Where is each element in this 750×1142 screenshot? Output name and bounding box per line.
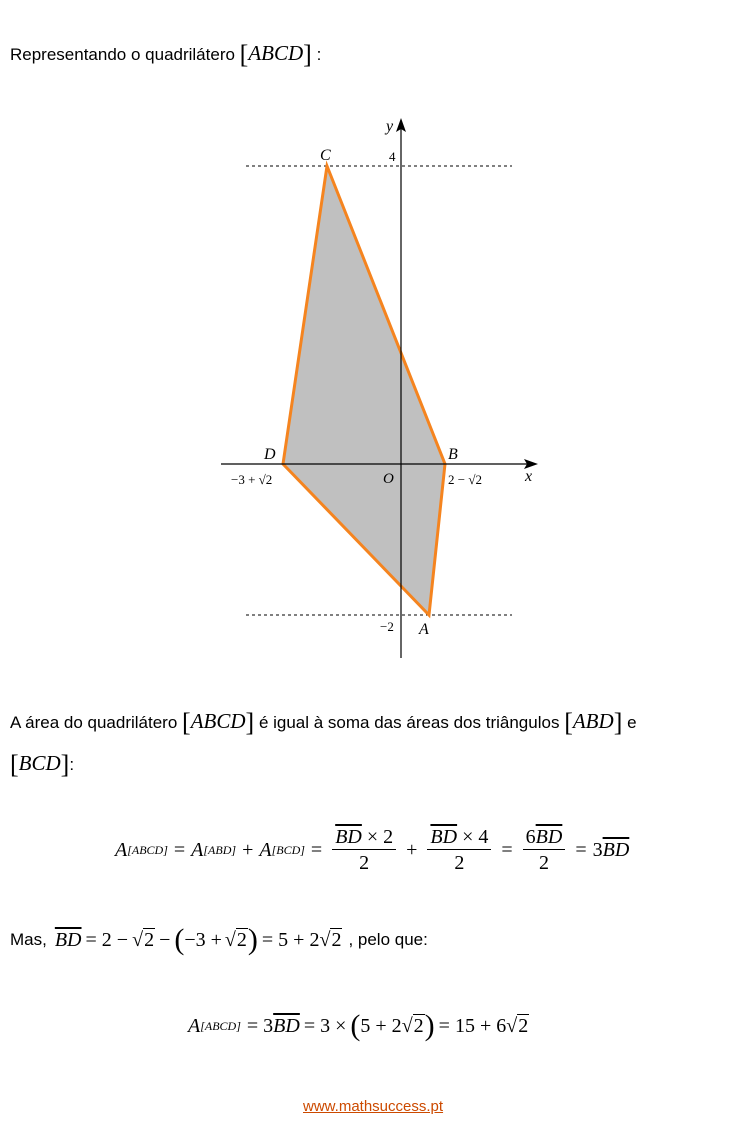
area-paragraph-line1: A área do quadrilátero [ABCD] é igual à soma das áreas dos triângulos [ABD] e	[10, 708, 637, 737]
quadrilateral-figure	[210, 110, 550, 665]
fraction-bcd: $\frac{\overline{BD} \times 4}{2}$	[427, 826, 491, 875]
origin-label: O	[383, 471, 394, 487]
point-a-label: A	[419, 621, 429, 638]
fraction-sum: $\frac{6\overline{BD}}{2}$	[523, 826, 566, 875]
tick-y-top: 4	[389, 149, 396, 164]
intro-label: ABCD	[248, 41, 304, 65]
footer-link[interactable]: www.mathsuccess.pt	[303, 1098, 444, 1115]
intro-line: Representando o quadrilátero [ABCD] :	[10, 40, 322, 69]
point-d-label: D	[264, 446, 276, 463]
point-b-label: B	[448, 446, 458, 463]
area-paragraph-line2: [BCD]:	[10, 750, 75, 779]
tick-x-left: −3 + √2	[231, 472, 273, 487]
tick-y-bottom: −2	[380, 619, 394, 634]
fraction-abd: $\frac{\overline{BD} \times 2}{2}$	[332, 826, 396, 875]
area-formula: A [ABCD] = A [ABD] + A [BCD] = $\frac{\overline{BD} \times 2}{2}$ + $\frac{\overline{BD} \times 4}{2}$ = $\frac{6\overline{BD}}{2}$ = 3 $\overline{BD}$	[115, 826, 630, 874]
point-c-label: C	[320, 147, 331, 164]
axis-y-label: y	[386, 118, 394, 135]
bd-paragraph: Mas, $\overline{BD}$ = 2 − √ 2 − ( −3 + √ 2 ) = 5 + 2 √ 2 , pelo que:	[10, 923, 428, 956]
intro-text: Representando o quadrilátero	[10, 45, 235, 64]
area-result-formula: A [ABCD] = 3 $\overline{BD}$ = 3 × ( 5 + 2 √ 2 ) = 15 + 6 √ 2	[188, 1009, 529, 1042]
tick-x-right: 2 − √2	[448, 472, 482, 487]
axis-x-label: x	[525, 468, 533, 485]
quadrilateral-abcd	[283, 166, 445, 615]
